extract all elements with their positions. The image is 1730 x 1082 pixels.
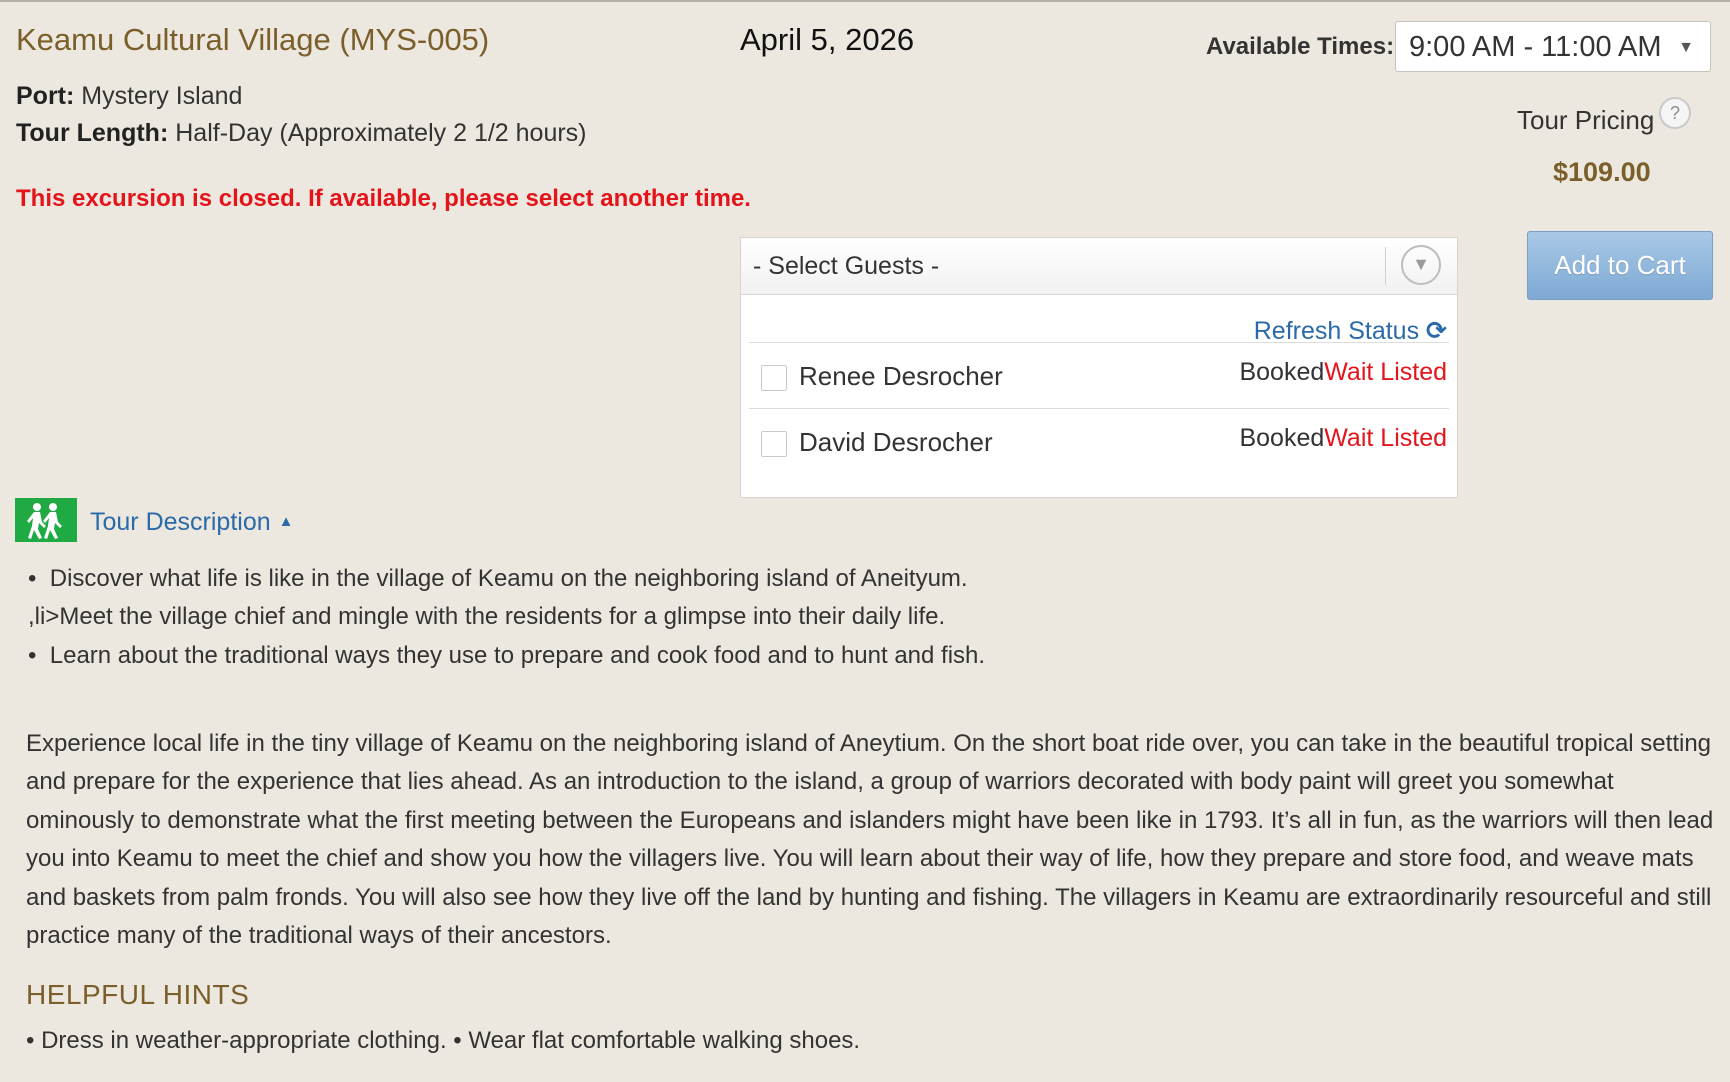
tour-title: Keamu Cultural Village (MYS-005) — [16, 22, 490, 57]
tour-price: $109.00 — [1553, 157, 1651, 187]
booked-status: Booked — [1239, 358, 1325, 386]
help-icon[interactable]: ? — [1659, 97, 1691, 129]
guest-name: Renee Desrocher — [799, 361, 1003, 391]
list-item: • Learn about the traditional ways they use to prepare and cook food and to hunt and fish. — [28, 642, 986, 669]
tour-date: April 5, 2026 — [740, 22, 915, 57]
port-value: Mystery Island — [81, 82, 243, 110]
port-line — [16, 82, 242, 111]
tour-description-toggle[interactable] — [90, 508, 294, 537]
add-to-cart-button[interactable]: Add to Cart — [1527, 231, 1713, 300]
booked-status: Booked — [1239, 424, 1325, 452]
guest-row — [749, 408, 1449, 475]
select-guests-label: - Select Guests - — [753, 252, 940, 280]
closed-message: This excursion is closed. If available, please select another time. — [16, 185, 751, 212]
helpful-hints-heading: HELPFUL HINTS — [26, 979, 250, 1010]
refresh-icon: ⟳ — [1426, 317, 1447, 345]
collapse-arrow-icon: ▲ — [278, 513, 294, 530]
guest-status — [1239, 358, 1447, 387]
port-label: Port: — [16, 82, 75, 110]
available-times-select[interactable] — [1395, 21, 1711, 72]
guest-checkbox[interactable] — [761, 365, 787, 391]
tour-length-label: Tour Length: — [16, 119, 169, 147]
chevron-down-icon[interactable]: ▼ — [1401, 245, 1441, 285]
select-separator — [1385, 247, 1386, 285]
guest-row — [749, 342, 1449, 409]
tour-description-label: Tour Description — [90, 508, 271, 536]
selected-time-value: 9:00 AM - 11:00 AM — [1409, 31, 1662, 63]
guest-status — [1239, 424, 1447, 453]
guest-checkbox[interactable] — [761, 431, 787, 457]
top-divider — [0, 0, 1730, 2]
tour-pricing-label: Tour Pricing — [1517, 105, 1655, 135]
tour-length-line — [16, 119, 587, 148]
wait-listed-status: Wait Listed — [1324, 358, 1447, 386]
select-guests-dropdown[interactable] — [741, 238, 1457, 295]
tour-length-value: Half-Day (Approximately 2 1/2 hours) — [175, 119, 587, 147]
helpful-hints-text: • Dress in weather-appropriate clothing. • Wear flat comfortable walking shoes. — [26, 1027, 861, 1054]
refresh-status-label: Refresh Status — [1253, 317, 1420, 345]
dropdown-caret-icon: ▼ — [1678, 39, 1694, 56]
wait-listed-status: Wait Listed — [1324, 424, 1447, 452]
guest-selector-panel — [740, 237, 1458, 498]
guest-name: David Desrocher — [799, 427, 993, 457]
list-item: • Discover what life is like in the village of Keamu on the neighboring island of Aneityum. — [28, 565, 968, 592]
description-paragraph: Experience local life in the tiny village of Keamu on the neighboring island of Aneytium. On the short boat ride over, you can take in the beautiful tropical setting and prepare for the experience that lies ahead. As an introduction to the island, a group of warriors decorated with body paint will greet you somewhat ominously to demonstrate what the first meeting between the Europeans and islanders might have been like in 1793. It’s all in fun, as the warriors will then lead you into Keamu to meet the chief and show you how the villagers live. You will learn about their way of life, how they prepare and store food, and weave mats and baskets from palm fronds. You will also see how they live off the land by hunting and fishing. The villagers in Keamu are extraordinarily resourceful and still practice many of the traditional ways of their ancestors. — [26, 730, 1714, 950]
hikers-icon — [15, 498, 77, 542]
list-item: ,li>Meet the village chief and mingle with the residents for a glimpse into their daily life. — [28, 603, 946, 630]
available-times-label: Available Times: — [1206, 33, 1395, 60]
